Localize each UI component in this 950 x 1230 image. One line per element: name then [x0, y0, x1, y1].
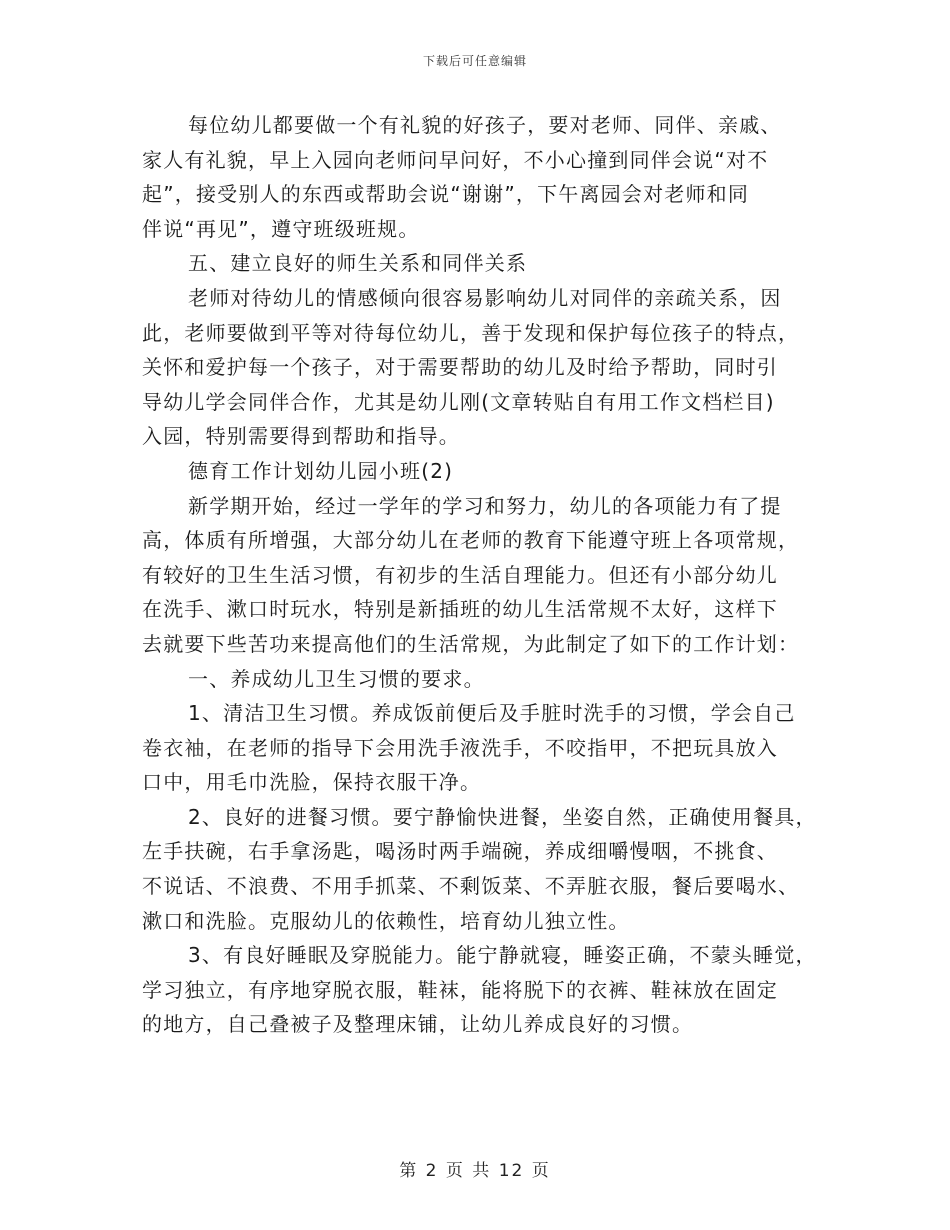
text-line: 漱口和洗脸。克服幼儿的依赖性，培育幼儿独立性。	[142, 908, 630, 933]
text-line: 去就要下些苦功来提高他们的生活常规，为此制定了如下的工作计划：	[142, 631, 800, 656]
text-line: 五、建立良好的师生关系和同伴关系	[188, 251, 528, 276]
text-line: 德育工作计划幼儿园小班(2)	[188, 458, 454, 483]
text-line: 2、良好的进餐习惯。要宁静愉快进餐，坐姿自然，正确使用餐具，	[188, 804, 817, 829]
document-body	[142, 108, 832, 1042]
page-header: 下载后可任意编辑	[422, 54, 527, 68]
text-line: 导幼儿学会同伴合作，尤其是幼儿刚(文章转贴自有用工作文档栏目)	[142, 389, 775, 414]
text-line: 不说话、不浪费、不用手抓菜、不剩饭菜、不弄脏衣服，餐后要喝水、	[142, 874, 800, 899]
text-line: 关怀和爱护每一个孩子，对于需要帮助的幼儿及时给予帮助，同时引	[142, 355, 778, 380]
text-line: 的地方，自己叠被子及整理床铺，让幼儿养成良好的习惯。	[142, 1012, 694, 1037]
text-line: 1、清洁卫生习惯。养成饭前便后及手脏时洗手的习惯，学会自己	[188, 701, 796, 726]
text-line: 在洗手、漱口时玩水，特别是新插班的幼儿生活常规不太好，这样下	[142, 597, 778, 622]
text-line: 有较好的卫生生活习惯，有初步的生活自理能力。但还有小部分幼儿	[142, 562, 778, 587]
text-line: 此，老师要做到平等对待每位幼儿，善于发现和保护每位孩子的特点，	[142, 320, 800, 345]
text-line: 入园，特别需要得到帮助和指导。	[142, 424, 460, 449]
text-line: 老师对待幼儿的情感倾向很容易影响幼儿对同伴的亲疏关系，因	[188, 285, 782, 310]
text-line: 高，体质有所增强，大部分幼儿在老师的教育下能遵守班上各项常规，	[142, 528, 800, 553]
text-line: 卷衣袖，在老师的指导下会用洗手液洗手，不咬指甲，不把玩具放入	[142, 735, 778, 760]
page-footer: 第 2 页 共 12 页	[399, 1161, 551, 1181]
text-line: 起”，接受别人的东西或帮助会说“谢谢”，下午离园会对老师和同	[142, 182, 750, 207]
text-line: 伴说“再见”，遵守班级班规。	[142, 216, 420, 241]
text-line: 新学期开始，经过一学年的学习和努力，幼儿的各项能力有了提	[188, 493, 782, 518]
text-line: 口中，用毛巾洗脸，保持衣服干净。	[142, 770, 482, 795]
text-line: 学习独立，有序地穿脱衣服，鞋袜，能将脱下的衣裤、鞋袜放在固定	[142, 977, 778, 1002]
text-line: 每位幼儿都要做一个有礼貌的好孩子，要对老师、同伴、亲戚、	[188, 113, 782, 137]
text-line: 左手扶碗，右手拿汤匙，喝汤时两手端碗，养成细嚼慢咽，不挑食、	[142, 839, 778, 864]
text-line: 一、养成幼儿卫生习惯的要求。	[188, 666, 485, 691]
text-line: 3、有良好睡眠及穿脱能力。能宁静就寝，睡姿正确，不蒙头睡觉，	[188, 943, 817, 968]
text-line: 家人有礼貌，早上入园向老师问早问好，不小心撞到同伴会说“对不	[142, 147, 769, 172]
